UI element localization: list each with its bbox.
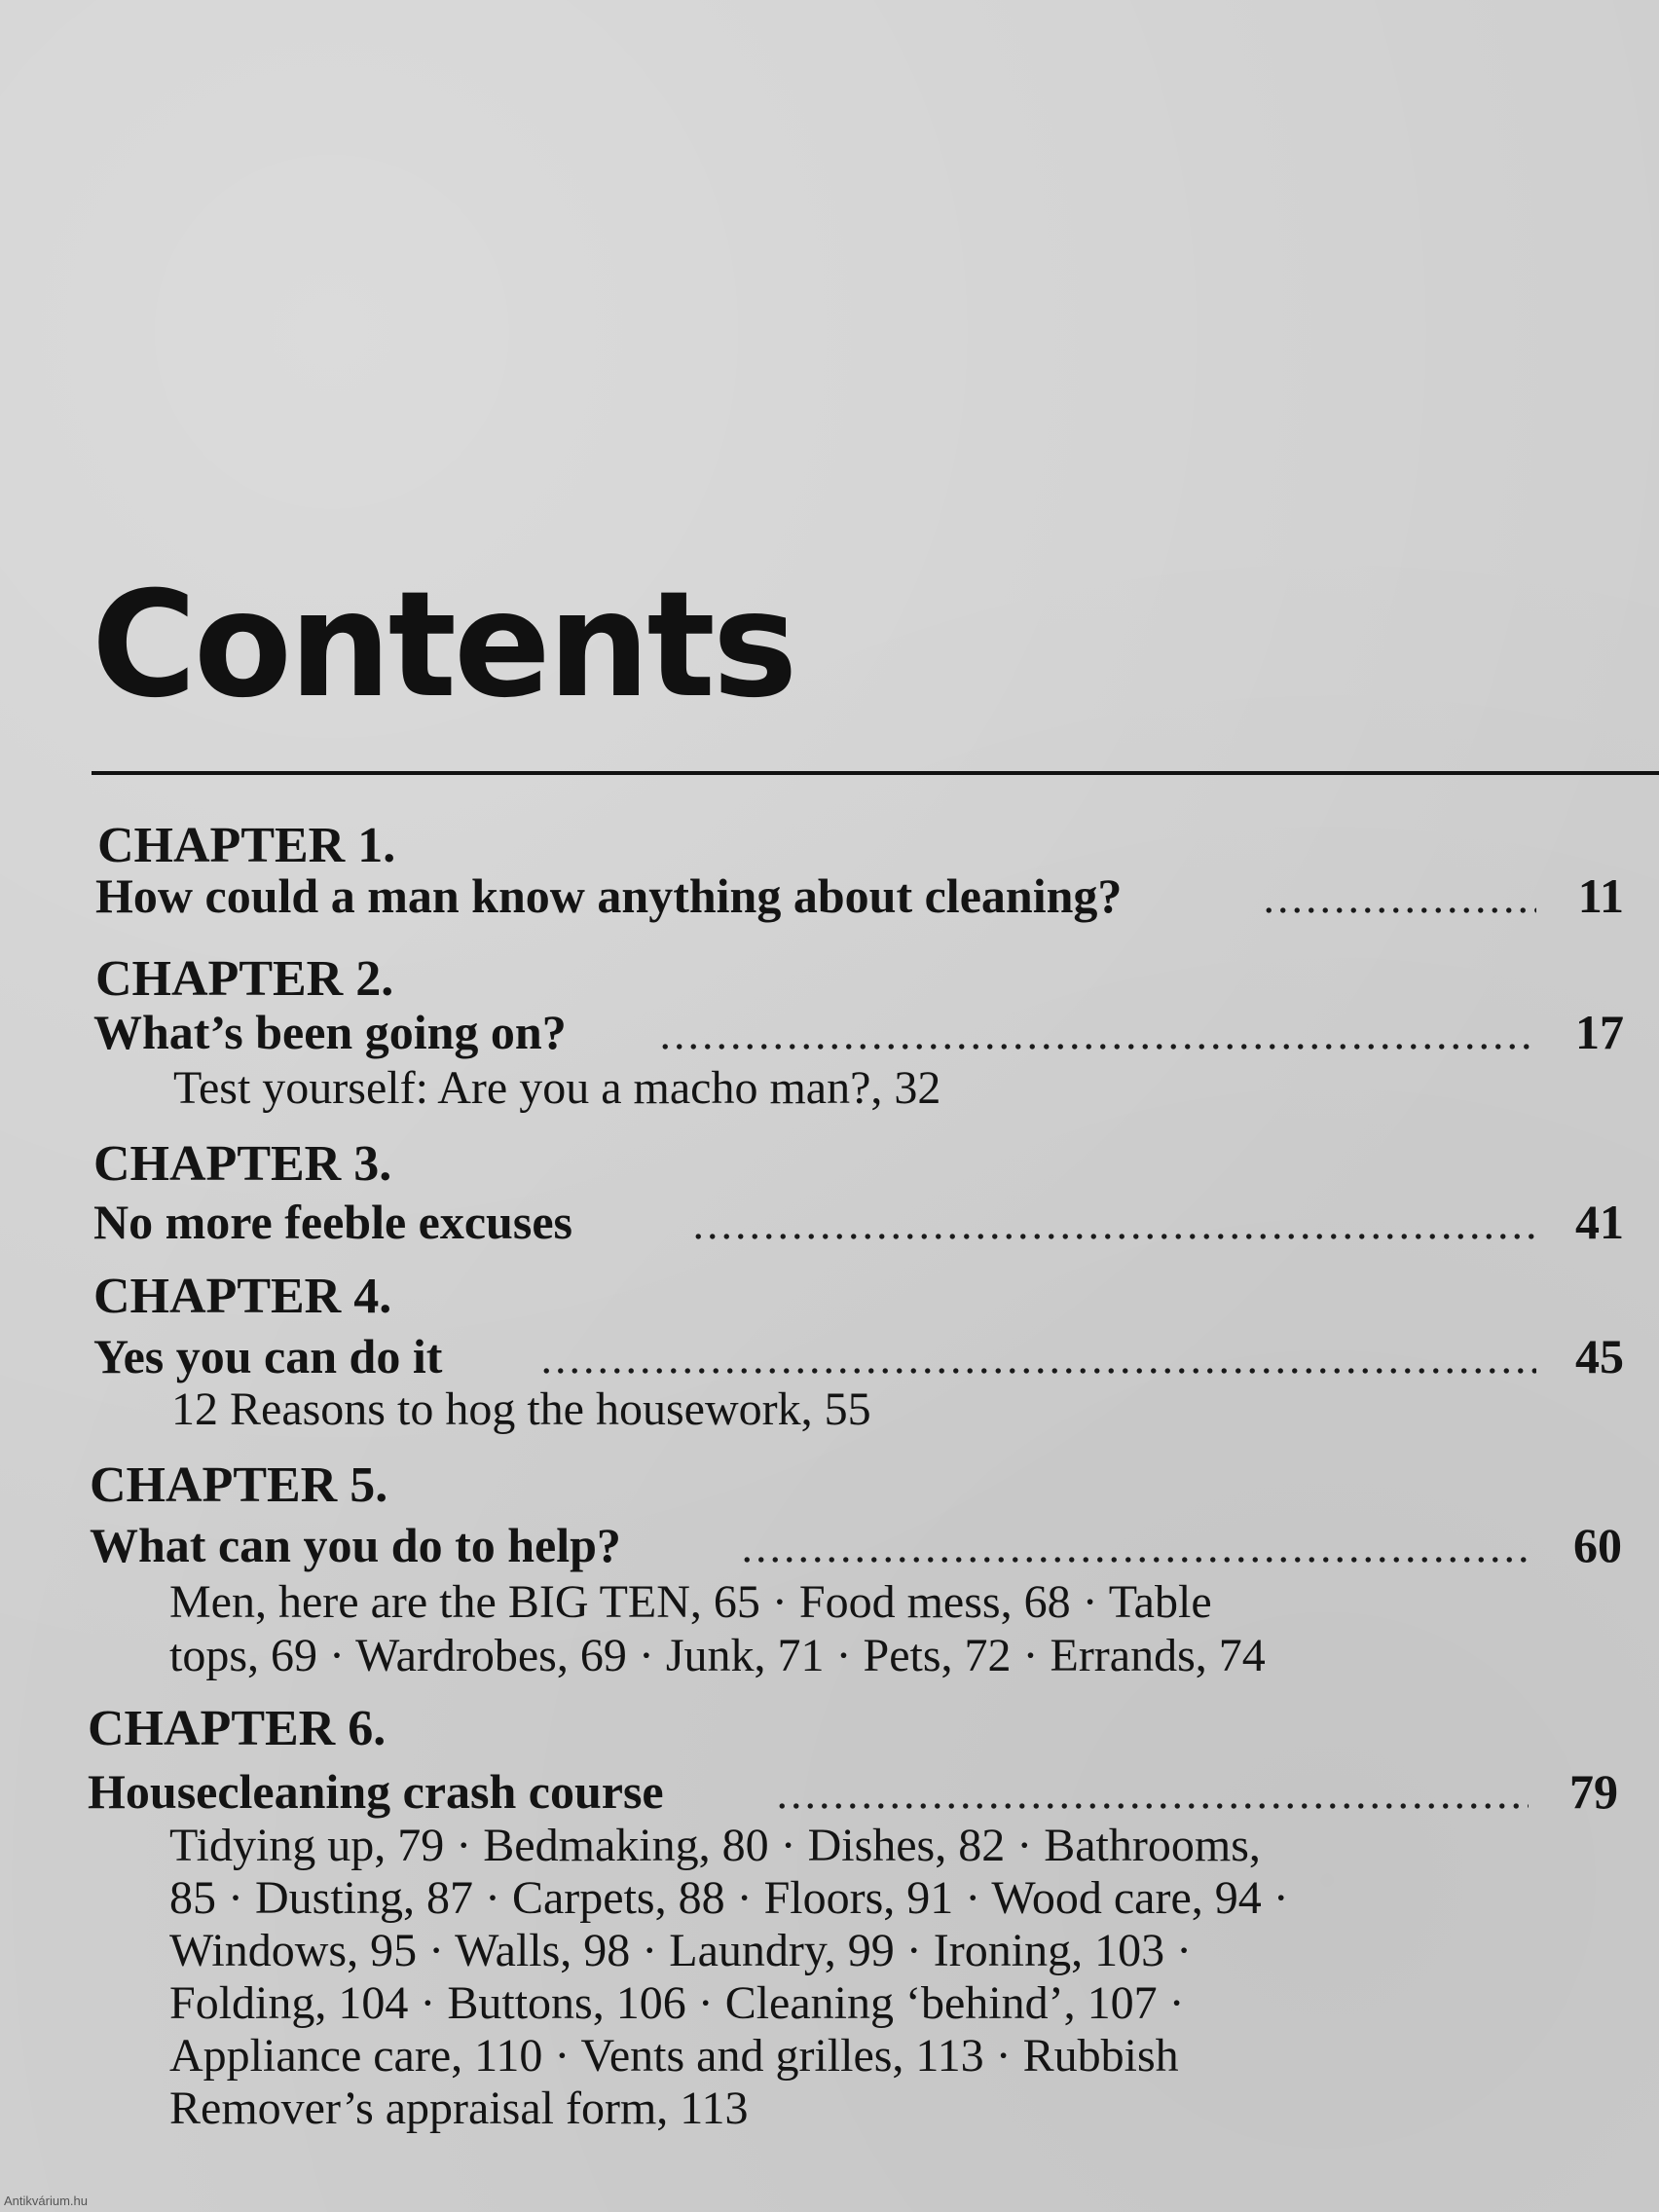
section-list-line: Folding, 104 · Buttons, 106 · Cleaning ‘behind’, 107 ·	[169, 1977, 1185, 2029]
dot-leader	[1262, 906, 1536, 914]
chapter-label: CHAPTER 2.	[95, 951, 394, 1007]
section-list-line: Appliance care, 110 · Vents and grilles, 113 · Rubbish	[169, 2030, 1179, 2082]
page-number: 60	[1573, 1518, 1622, 1572]
chapter-entry[interactable]	[93, 1322, 1624, 1381]
chapter-entry[interactable]	[90, 1511, 1622, 1572]
watermark: Antikvárium.hu	[4, 2194, 88, 2208]
section-list-line: 12 Reasons to hog the housework, 55	[171, 1383, 871, 1435]
page-number: 79	[1569, 1764, 1618, 1819]
page-number: 17	[1575, 1005, 1624, 1059]
chapter-label: CHAPTER 6.	[88, 1701, 387, 1756]
section-list-line: Tidying up, 79 · Bedmaking, 80 · Dishes, 82 · Bathrooms,	[169, 1820, 1261, 1871]
chapter-title: What can you do to help?	[90, 1518, 621, 1572]
chapter-entry[interactable]	[93, 1188, 1624, 1249]
section-list-line: Remover’s appraisal form, 113	[169, 2083, 749, 2134]
chapter-label: CHAPTER 1.	[97, 818, 396, 873]
chapter-entry[interactable]	[88, 1757, 1618, 1819]
chapter-title: Yes you can do it	[93, 1329, 443, 1383]
chapter-title: No more feeble excuses	[93, 1195, 572, 1249]
section-list-line: Test yourself: Are you a macho man?, 32	[173, 1062, 941, 1114]
dot-leader	[775, 1802, 1529, 1810]
page-title: Contents	[92, 561, 795, 730]
section-list-line: Men, here are the BIG TEN, 65 · Food mess, 68 · Table	[169, 1576, 1212, 1628]
chapter-label: CHAPTER 5.	[90, 1457, 388, 1513]
chapter-label: CHAPTER 3.	[93, 1136, 392, 1192]
dot-leader	[740, 1556, 1532, 1564]
section-list-line: tops, 69 · Wardrobes, 69 · Junk, 71 · Pets, 72 · Errands, 74	[169, 1630, 1266, 1681]
dot-leader	[691, 1233, 1536, 1240]
chapter-title: Housecleaning crash course	[88, 1764, 664, 1819]
dot-leader	[658, 1043, 1536, 1051]
chapter-label: CHAPTER 4.	[93, 1269, 392, 1324]
chapter-entry[interactable]	[93, 998, 1624, 1059]
dot-leader	[539, 1367, 1536, 1375]
section-list-line: Windows, 95 · Walls, 98 · Laundry, 99 · Ironing, 103 ·	[169, 1925, 1193, 1976]
title-rule	[92, 771, 1659, 775]
section-list-line: 85 · Dusting, 87 · Carpets, 88 · Floors, 91 · Wood care, 94 ·	[169, 1872, 1289, 1924]
chapter-entry[interactable]	[95, 862, 1624, 923]
chapter-title: What’s been going on?	[93, 1005, 567, 1059]
page-number: 11	[1577, 868, 1624, 923]
chapter-title: How could a man know anything about cleaning?	[95, 868, 1123, 923]
page-number: 41	[1575, 1195, 1624, 1249]
page-number: 45	[1575, 1329, 1624, 1383]
